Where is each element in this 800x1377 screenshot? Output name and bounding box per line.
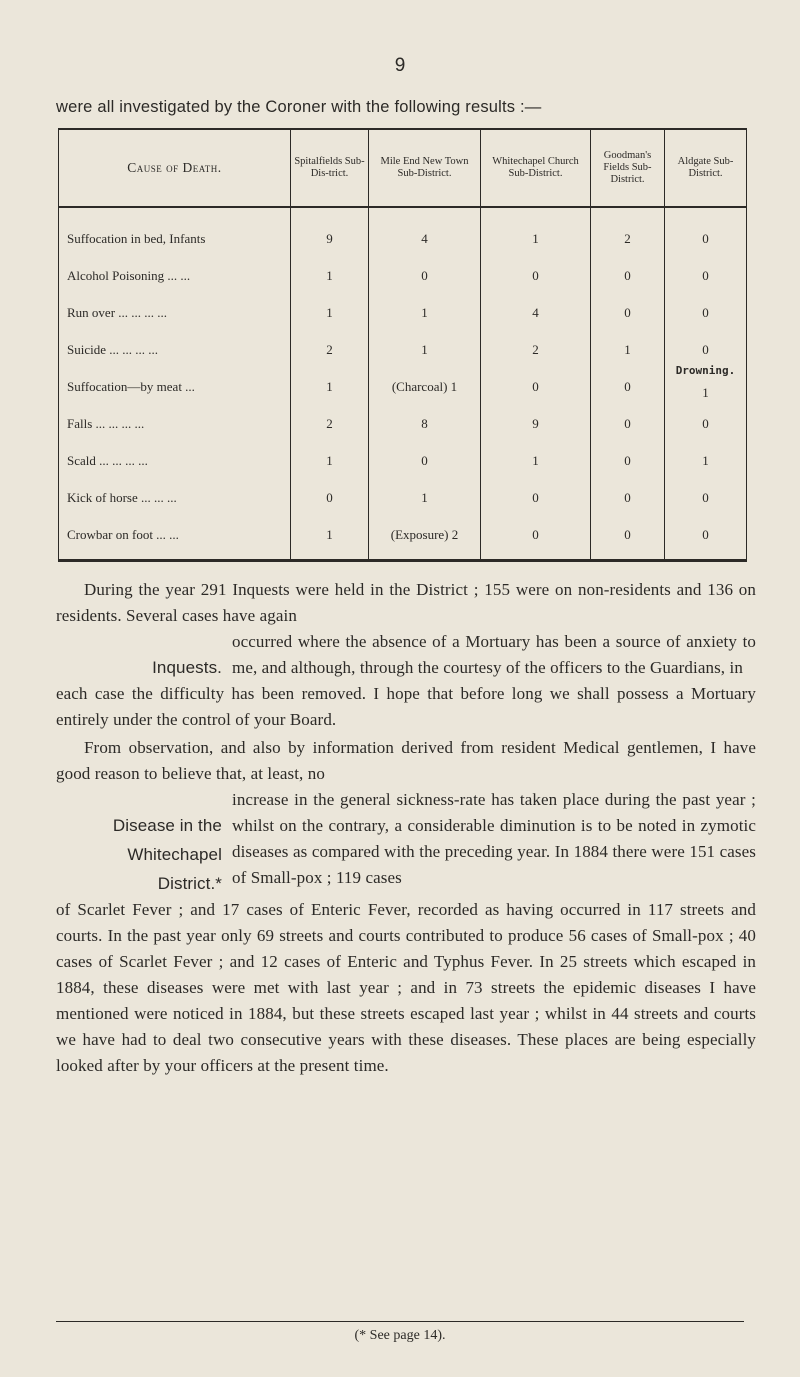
- count-cell: 1: [481, 207, 591, 257]
- count-cell: 2: [591, 207, 665, 257]
- table-row: [59, 516, 747, 561]
- intro-line: were all investigated by the Coroner with the following results :—: [56, 98, 542, 116]
- count-cell: 2: [291, 331, 369, 368]
- header-spitalfields: Spitalfields Sub-Dis-trict.: [291, 129, 369, 207]
- cause-cell: Scald ... ... ... ...: [67, 452, 148, 468]
- cause-cell: Suffocation—by meat ...: [67, 378, 195, 394]
- table-row: [59, 442, 747, 479]
- count-cell: 4: [481, 294, 591, 331]
- drowning-note: Drowning.: [675, 364, 736, 377]
- table-row: [59, 207, 747, 257]
- count-cell: 0: [369, 257, 481, 294]
- sidenote-disease-line-1: Disease in the: [112, 816, 222, 835]
- footnote-divider: [56, 1321, 744, 1322]
- count-cell: 0: [591, 405, 665, 442]
- disease-block: [56, 787, 756, 897]
- count-value: 1: [702, 384, 709, 400]
- count-cell: 1: [665, 442, 747, 479]
- table-row: [59, 479, 747, 516]
- count-cell: 0: [591, 516, 665, 561]
- count-cell: 0: [665, 331, 747, 368]
- count-cell: (Exposure) 2: [369, 516, 481, 561]
- paragraph-disease-intro: From observation, and also by information derived from resident Medical gentlemen, I have good reason to believe that, at least, no: [56, 738, 756, 783]
- count-cell: 1: [291, 442, 369, 479]
- cause-cell: Kick of horse ... ... ...: [67, 489, 177, 505]
- count-cell: 0: [665, 294, 747, 331]
- cause-cell: Suffocation in bed, Infants: [67, 230, 206, 246]
- cause-cell: Suicide ... ... ... ...: [67, 341, 158, 357]
- count-cell: 9: [291, 207, 369, 257]
- paragraph-inquests-intro: During the year 291 Inquests were held in the District ; 155 were on non-residents and 136 on residents. Several cases have again: [56, 580, 756, 625]
- header-mile-end: Mile End New Town Sub-District.: [369, 129, 481, 207]
- count-cell: 0: [591, 294, 665, 331]
- page-number: 9: [394, 55, 406, 76]
- sidenote-inquests-text: Inquests.: [152, 658, 222, 677]
- body-text: [56, 577, 756, 1079]
- sidenote-disease: [56, 787, 232, 897]
- causes-of-death-table: [58, 128, 747, 562]
- count-cell: 1: [369, 479, 481, 516]
- count-cell: 2: [481, 331, 591, 368]
- table-row: [59, 368, 747, 405]
- table-row: [59, 405, 747, 442]
- sidenote-disease-line-2: Whitechapel: [127, 845, 222, 864]
- count-cell: 1: [369, 331, 481, 368]
- count-cell: 1: [369, 294, 481, 331]
- count-cell: 4: [369, 207, 481, 257]
- count-cell: 0: [291, 479, 369, 516]
- inquests-block: [56, 629, 756, 681]
- table-row: [59, 257, 747, 294]
- count-cell: 1: [291, 257, 369, 294]
- table-row: [59, 294, 747, 331]
- paragraph-disease-end: of Scarlet Fever ; and 17 cases of Enteric Fever, recorded as having occurred in 117 streets and courts. In the past year only 69 streets and courts contributed to produce 56 cases of Small-pox ; 40 cases of Scarlet Fever ; and 12 cases of Enteric and Typhus Fever. In 25 streets which escaped in 1884, these diseases were met with last year ; and in 73 streets the epidemic diseases I have mentioned were noticed in 1884, but these streets escaped last year ; whilst in 44 streets and courts we have had to deal two consecutive years with these diseases. These places are being especially looked after by your officers at the present time.: [56, 900, 756, 1075]
- inquests-lines: occurred where the absence of a Mortuary has been a source of anxiety to me, and although, through the courtesy of the officers to the Guardians, in: [232, 632, 756, 677]
- count-cell: 0: [665, 257, 747, 294]
- count-cell: 2: [291, 405, 369, 442]
- count-cell: 8: [369, 405, 481, 442]
- header-goodmans-fields: Goodman's Fields Sub-District.: [591, 129, 665, 207]
- count-cell: 0: [665, 405, 747, 442]
- count-cell: 0: [665, 207, 747, 257]
- count-cell: [665, 364, 747, 405]
- count-cell: 0: [665, 516, 747, 561]
- sidenote-disease-line-3: District.*: [157, 874, 222, 893]
- cause-cell: Alcohol Poisoning ... ...: [67, 267, 191, 283]
- header-aldgate: Aldgate Sub-District.: [665, 129, 747, 207]
- cause-cell: Falls ... ... ... ...: [67, 415, 145, 431]
- count-cell: 0: [481, 516, 591, 561]
- count-cell: (Charcoal) 1: [369, 368, 481, 405]
- table-row: [59, 331, 747, 368]
- count-cell: 0: [481, 257, 591, 294]
- count-cell: 0: [665, 479, 747, 516]
- count-cell: 0: [591, 442, 665, 479]
- count-cell: 1: [591, 331, 665, 368]
- sidenote-inquests: [56, 629, 232, 681]
- disease-lines: increase in the general sickness-rate has taken place during the past year ; whilst on the contrary, a considerable diminution is to be noted in zymotic diseases as compared with the preceding year. In 1884 there were 151 cases of Small-pox ; 119 cases: [232, 790, 756, 887]
- cause-cell: Run over ... ... ... ...: [67, 304, 168, 320]
- header-whitechapel-church: Whitechapel Church Sub-District.: [481, 129, 591, 207]
- count-cell: 0: [481, 368, 591, 405]
- count-cell: 1: [291, 516, 369, 561]
- header-cause: Cause of Death.: [59, 129, 291, 207]
- count-cell: 0: [369, 442, 481, 479]
- count-cell: 0: [591, 368, 665, 405]
- count-cell: 0: [591, 479, 665, 516]
- footnote: (* See page 14).: [354, 1328, 446, 1343]
- count-cell: 0: [591, 257, 665, 294]
- paragraph-inquests-end: each case the difficulty has been removed. I hope that before long we shall possess a Mortuary entirely under the control of your Board.: [56, 684, 756, 729]
- count-cell: 1: [481, 442, 591, 479]
- count-cell: 1: [291, 368, 369, 405]
- cause-cell: Crowbar on foot ... ...: [67, 526, 179, 542]
- count-cell: 1: [291, 294, 369, 331]
- count-cell: 9: [481, 405, 591, 442]
- count-cell: 0: [481, 479, 591, 516]
